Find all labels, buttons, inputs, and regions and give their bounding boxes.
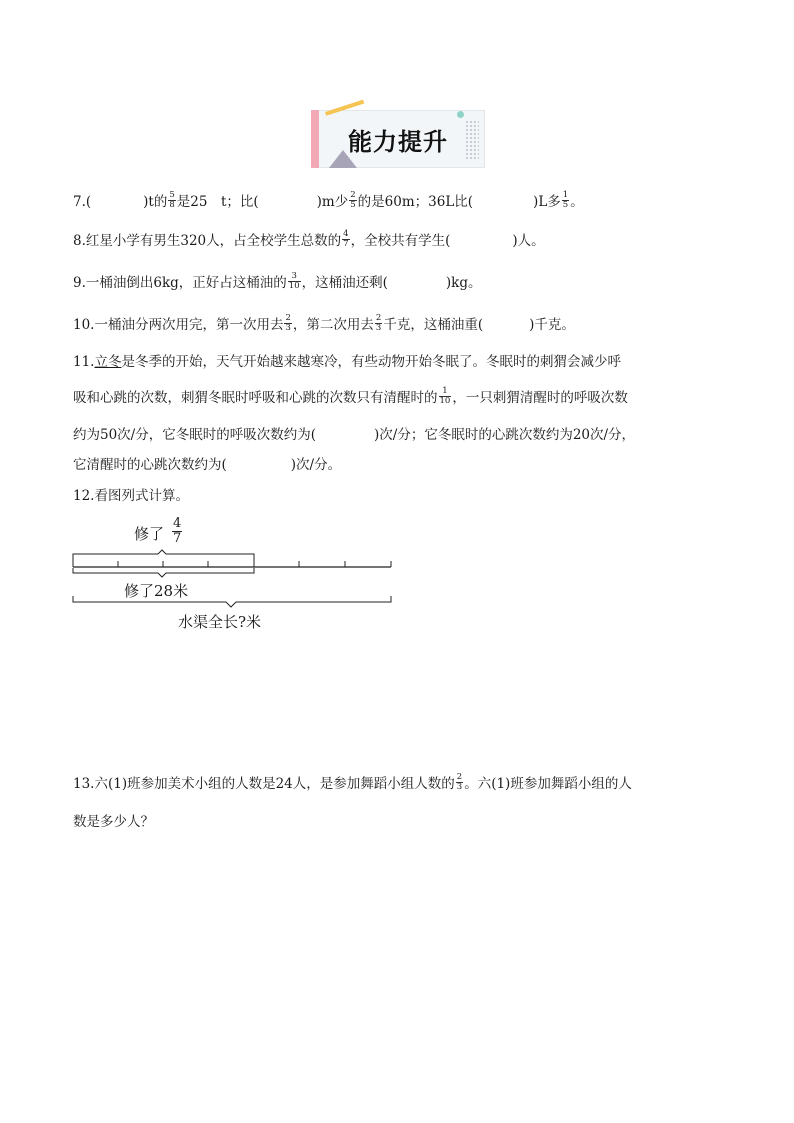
q7-text-d: )m少 [316, 194, 349, 210]
fraction-numerator: 1 [439, 387, 452, 397]
fraction-denominator: 3 [285, 323, 291, 333]
question-11-line-1 [73, 352, 621, 372]
q7-fraction-2 [349, 191, 356, 210]
q9-text-b: ，这桶油还剩( [301, 275, 388, 291]
q10-text-b: ，第二次用去 [292, 317, 374, 333]
badge-dot-teal [457, 111, 464, 118]
q13-text-a: 13.六(1)班参加美术小组的人数是24人，是参加舞蹈小组人数的 [73, 776, 455, 792]
question-8 [73, 231, 545, 251]
bottom-label: 水渠全长?米 [178, 613, 262, 631]
q7-fraction-1 [168, 191, 175, 210]
q11-text-line-2b: ，一只刺猬清醒时的呼吸次数 [452, 390, 628, 406]
fraction-denominator: 7 [343, 239, 349, 249]
q11-text-line-4a: 它清醒时的心跳次数约为( [73, 457, 227, 473]
fraction-numerator: 4 [343, 229, 349, 239]
fraction-numerator: 2 [285, 313, 291, 323]
top-fraction [172, 517, 182, 546]
fraction-denominator: 5 [350, 200, 356, 210]
q10-fraction-2 [375, 314, 382, 333]
q13-text-b: 。六(1)班参加舞蹈小组的人 [464, 776, 632, 792]
segment-diagram [66, 510, 401, 640]
q7-text-e: 的是60m；36L比( [357, 194, 474, 210]
middle-label: 修了28米 [124, 582, 189, 600]
q8-text-b: ，全校共有学生( [350, 233, 451, 249]
q11-underlined-term: 立冬 [94, 354, 122, 370]
bottom-brace [73, 596, 391, 607]
question-13-line-1 [73, 774, 632, 794]
q7-text-b: )t的 [143, 194, 168, 210]
question-11-line-4 [73, 455, 341, 475]
fraction-numerator: 4 [173, 516, 182, 531]
q8-fraction [342, 230, 349, 249]
question-7 [73, 192, 584, 212]
fraction-numerator: 3 [288, 272, 301, 282]
section-title-badge [311, 110, 485, 168]
q11-fraction [439, 387, 452, 406]
fraction-denominator: 7 [173, 531, 182, 546]
q13-fraction [456, 773, 463, 792]
q12-title-text: 12.看图列式计算。 [73, 488, 189, 504]
q8-text-a: 8.红星小学有男生320人，占全校学生总数的 [73, 233, 342, 249]
question-13-line-2 [73, 812, 154, 832]
top-brace [73, 550, 254, 561]
question-11-line-3 [73, 425, 635, 445]
fraction-numerator: 5 [169, 190, 175, 200]
q10-fraction-1 [284, 314, 291, 333]
q7-text-h: 。 [570, 194, 584, 210]
fraction-denominator: 10 [288, 281, 300, 291]
middle-brace [73, 568, 254, 577]
fraction-denominator: 5 [562, 200, 569, 210]
fraction-denominator: 10 [439, 396, 451, 406]
question-12-title [73, 486, 189, 506]
fraction-numerator: 2 [350, 190, 356, 200]
fraction-numerator: 2 [375, 313, 382, 323]
q9-text-a: 9.一桶油倒出6kg，正好占这桶油的 [73, 275, 287, 291]
q11-text-line-3b: )次/分；它冬眠时的心跳次数约为20次/分， [374, 427, 636, 443]
question-10 [73, 315, 575, 335]
q11-number: 11. [73, 354, 95, 370]
fraction-numerator: 2 [456, 772, 463, 782]
q7-text-g: )L多 [533, 194, 561, 210]
fraction-denominator: 3 [375, 323, 382, 333]
q7-text-c: 是25 t；比( [176, 194, 259, 210]
q7-fraction-3 [562, 191, 569, 210]
q11-text-line-2a: 吸和心跳的次数，刺猬冬眠时呼吸和心跳的次数只有清醒时的 [73, 390, 438, 406]
section-title: 能力提升 [348, 128, 448, 156]
q10-text-a: 10.一桶油分两次用完，第一次用去 [73, 317, 284, 333]
q9-text-c: )kg。 [445, 275, 482, 291]
q11-text-line-3a: 约为50次/分，它冬眠时的呼吸次数约为( [73, 427, 316, 443]
question-11-line-2 [73, 388, 628, 408]
question-9 [73, 273, 482, 293]
q10-text-d: )千克。 [529, 317, 575, 333]
fraction-denominator: 8 [169, 200, 175, 210]
fraction-numerator: 1 [562, 190, 569, 200]
fraction-denominator: 3 [456, 782, 463, 792]
q10-text-c: 千克，这桶油重( [383, 317, 484, 333]
q11-text-line-1: 是冬季的开始，天气开始越来越寒冷，有些动物开始冬眠了。冬眠时的刺猬会减少呼 [121, 354, 621, 370]
q13-text-line-2: 数是多少人？ [73, 814, 154, 830]
q9-fraction [288, 272, 301, 291]
top-label: 修了 [134, 525, 165, 543]
q7-text-a: 7.( [73, 194, 92, 210]
q8-text-c: )人。 [512, 233, 545, 249]
q11-text-line-4b: )次/分。 [290, 457, 342, 473]
